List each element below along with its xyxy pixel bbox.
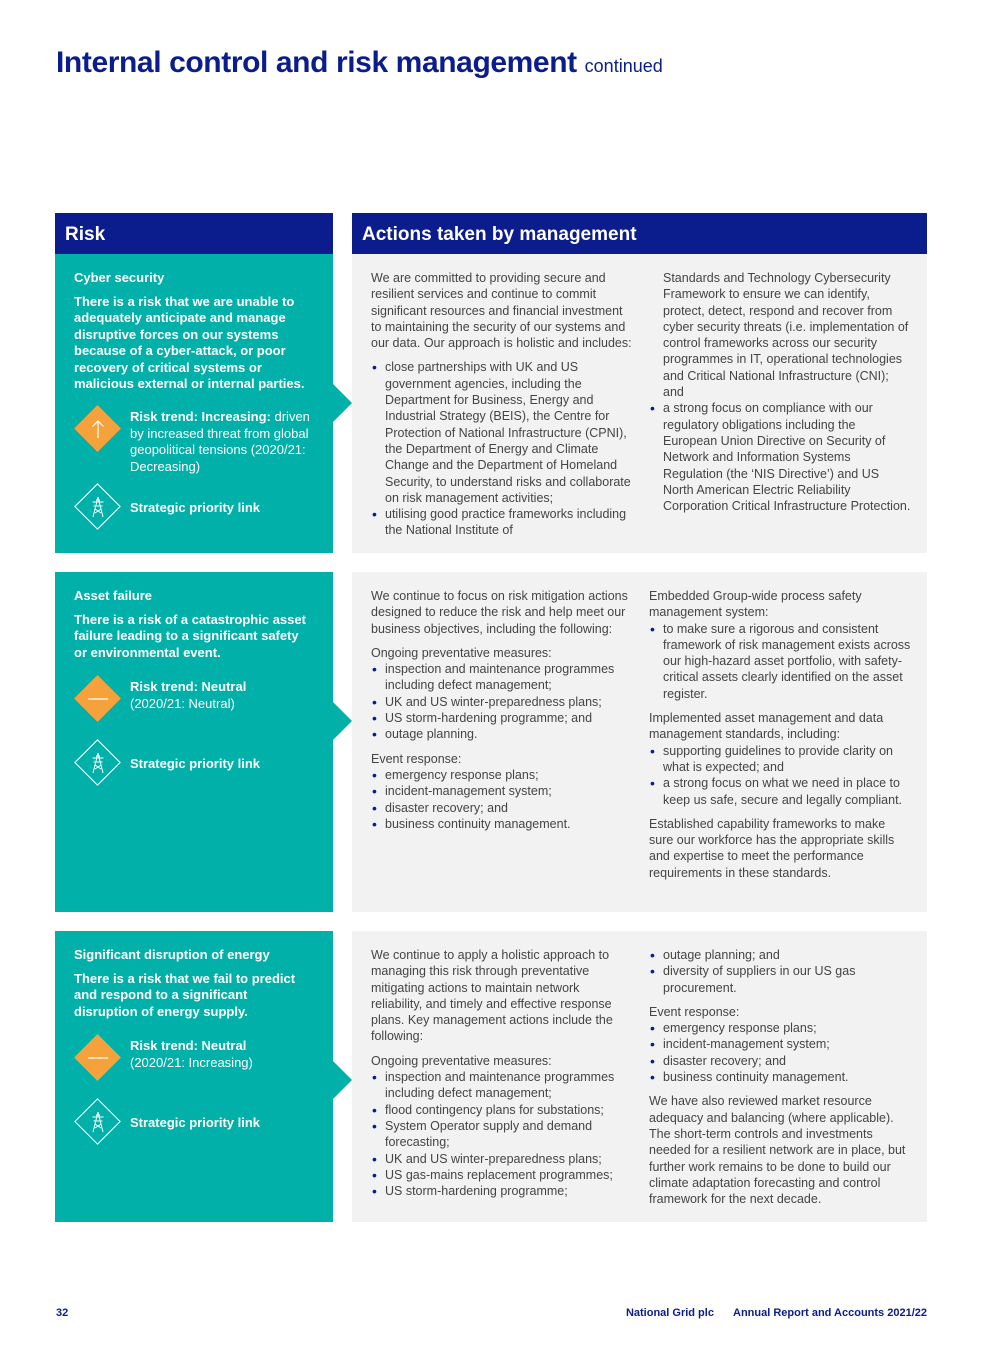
list-item: • inspection and maintenance programmes including defect management; — [371, 661, 633, 694]
actions-left-column: We are committed to providing secure and resilient services and continue to commit significant resources and financial investment to maintaining the security of our systems and our data. Our approach is holistic and includes: • close partnerships with UK and US government agencies, including the Department for Business, Energy and Industrial Strategy (BEIS), the Centre for Protection of National Infrastructure (CPNI), the Department of Energy and Climate Change and the Department of Homeland Security, to understand risks and collaborate on risk management activities; • utilising good practice frameworks including the National Institute of — [371, 270, 633, 547]
list-item: • UK and US winter-preparedness plans; — [371, 1151, 633, 1167]
list-item: • disaster recovery; and — [649, 1053, 911, 1069]
list-item: • emergency response plans; — [371, 767, 633, 783]
list-item: • US gas-mains replacement programmes; — [371, 1167, 633, 1183]
risk-description: There is a risk that we are unable to adequately anticipate and manage disruptive forces on our systems because of a cyber-attack, or poor recovery of critical systems or malicious external or internal parties. — [74, 294, 305, 392]
list-item: • incident-management system; — [649, 1036, 911, 1052]
risk-panel-asset-failure — [55, 572, 333, 912]
strategic-priority-link[interactable]: Strategic priority link — [74, 743, 314, 789]
actions-bullet-list — [371, 1069, 633, 1199]
actions-right-column: • outage planning; and • diversity of suppliers in our US gas procurement. Event response: • emergency response plans; • incident-management system; • disaster recovery; and • business continuity management. We have also reviewed market resource adequacy and balancing (where applicable). The short-term controls and investments needed for a resilient network are in place, but further work remains to be done to build our climate adaptation forecasting and control framework for the next decade. — [649, 947, 911, 1215]
list-item: • US storm-hardening programme; — [371, 1183, 633, 1199]
arrow-up-icon — [81, 412, 114, 445]
footer-publication — [610, 1307, 927, 1319]
actions-bullet-list — [649, 1020, 911, 1085]
footer-report-title: Annual Report and Accounts 2021/22 — [733, 1307, 927, 1319]
risk-name: Asset failure — [74, 588, 153, 603]
list-item: • a strong focus on what we need in place to keep us safe, secure and legally compliant. — [649, 775, 911, 808]
list-item: • outage planning. — [371, 726, 633, 742]
risk-column-header: Risk — [55, 213, 333, 254]
actions-bullet-list — [649, 947, 911, 996]
risk-description: There is a risk of a catastrophic asset failure leading to a significant safety or environmental event. — [74, 612, 306, 660]
list-item: • outage planning; and — [649, 947, 911, 963]
actions-bullet-list — [649, 621, 911, 702]
list-item: • utilising good practice frameworks including the National Institute of — [371, 506, 633, 539]
list-item: • close partnerships with UK and US government agencies, including the Department for Business, Energy and Industrial Strategy (BEIS), the Centre for Protection of National Infrastructure (CPNI), the Department of Energy and Climate Change and the Department of Homeland Security, to understand risks and collaborate on risk management activities; — [371, 359, 633, 506]
risk-trend: Risk trend: Neutral (2020/21: Neutral) — [74, 679, 314, 729]
actions-right-column: Standards and Technology Cybersecurity Framework to ensure we can identify, protect, detect, respond and recover from cyber security threats (i.e. implementation of control frameworks across our security programmes in IT, operational technologies and Critical National Infrastructure (CNI); and • a strong focus on compliance with our regulatory obligations including the European Union Directive on Security of Network and Information Systems Regulation (the ‘NIS Directive’) and US North American Electric Reliability Corporation Critical Infrastructure Protection. — [649, 270, 911, 522]
actions-bullet-list — [649, 400, 911, 514]
footer-company: National Grid plc — [625, 1307, 714, 1319]
pylon-icon — [81, 746, 114, 779]
actions-bullet-list — [371, 359, 633, 538]
actions-panel-cyber-security — [352, 254, 927, 553]
neutral-line-icon — [81, 1041, 114, 1074]
actions-bullet-list — [371, 767, 633, 832]
actions-left-column: We continue to apply a holistic approach to managing this risk through preventative mitigating actions to maintain network reliability, and timely and effective response plans. Key management actions include the following: Ongoing preventative measures: • inspection and maintenance programmes including defect management; • flood contingency plans for substations; • System Operator supply and demand forecasting; • UK and US winter-preparedness plans; • US gas-mains replacement programmes; • US storm-hardening programme; — [371, 947, 633, 1207]
list-item: • disaster recovery; and — [371, 800, 633, 816]
actions-panel-asset-failure — [352, 572, 927, 912]
neutral-line-icon — [81, 682, 114, 715]
list-item: • diversity of suppliers in our US gas procurement. — [649, 963, 911, 996]
pylon-icon — [81, 490, 114, 523]
page-title: Internal control and risk management continued — [56, 46, 663, 79]
actions-left-column: We continue to focus on risk mitigation actions designed to reduce the risk and help meet our business objectives, including the following: Ongoing preventative measures: • inspection and maintenance programmes including defect management; • UK and US winter-preparedness plans; • US storm-hardening programme; and • outage planning. Event response: • emergency response plans; • incident-management system; • disaster recovery; and • business continuity management. — [371, 588, 633, 840]
list-item: • business continuity management. — [371, 816, 633, 832]
page-number: 32 — [56, 1307, 69, 1319]
risk-description: There is a risk that we fail to predict and respond to a significant disruption of energy supply. — [74, 971, 296, 1019]
strategic-priority-link[interactable]: Strategic priority link — [74, 487, 314, 533]
pylon-icon — [81, 1105, 114, 1138]
page-title-suffix: continued — [584, 56, 663, 76]
list-item: • to make sure a rigorous and consistent framework of risk management exists across our high-hazard asset portfolio, with safety-critical assets clearly identified on the asset register. — [649, 621, 911, 702]
risk-panel-energy-disruption — [55, 931, 333, 1222]
list-item: • supporting guidelines to provide clarity on what is expected; and — [649, 743, 911, 776]
list-item: • emergency response plans; — [649, 1020, 911, 1036]
list-item: • business continuity management. — [649, 1069, 911, 1085]
actions-right-column: Embedded Group-wide process safety management system: • to make sure a rigorous and consistent framework of risk management exists across our high-hazard asset portfolio, with safety-critical assets clearly identified on the asset register. Implemented asset management and data management standards, including: • supporting guidelines to provide clarity on what is expected; and • a strong focus on what we need in place to keep us safe, secure and legally compliant. Established capability frameworks to make sure our workforce has the appropriate skills and expertise to meet the performance requirements in these standards. — [649, 588, 911, 889]
actions-bullet-list — [649, 743, 911, 808]
risk-panel-cyber-security — [55, 254, 333, 553]
risk-name: Significant disruption of energy — [74, 947, 270, 962]
list-item: • US storm-hardening programme; and — [371, 710, 633, 726]
list-item: • a strong focus on compliance with our regulatory obligations including the European Union Directive on Security of Network and Information Systems Regulation (the ‘NIS Directive’) and US North American Electric Reliability Corporation Critical Infrastructure Protection. — [649, 400, 911, 514]
actions-column-header: Actions taken by management — [352, 213, 927, 254]
list-item: • incident-management system; — [371, 783, 633, 799]
risk-name: Cyber security — [74, 270, 165, 285]
actions-panel-energy-disruption — [352, 931, 927, 1222]
list-item: • inspection and maintenance programmes including defect management; — [371, 1069, 633, 1102]
list-item: • System Operator supply and demand forecasting; — [371, 1118, 633, 1151]
list-item: • flood contingency plans for substations; — [371, 1102, 633, 1118]
risk-trend: Risk trend: Increasing: driven by increased threat from global geopolitical tensions (2020/21: Decreasing) — [74, 409, 314, 475]
list-item: • UK and US winter-preparedness plans; — [371, 694, 633, 710]
risk-trend: Risk trend: Neutral (2020/21: Increasing) — [74, 1038, 314, 1088]
strategic-priority-link[interactable]: Strategic priority link — [74, 1102, 314, 1148]
actions-bullet-list — [371, 661, 633, 742]
